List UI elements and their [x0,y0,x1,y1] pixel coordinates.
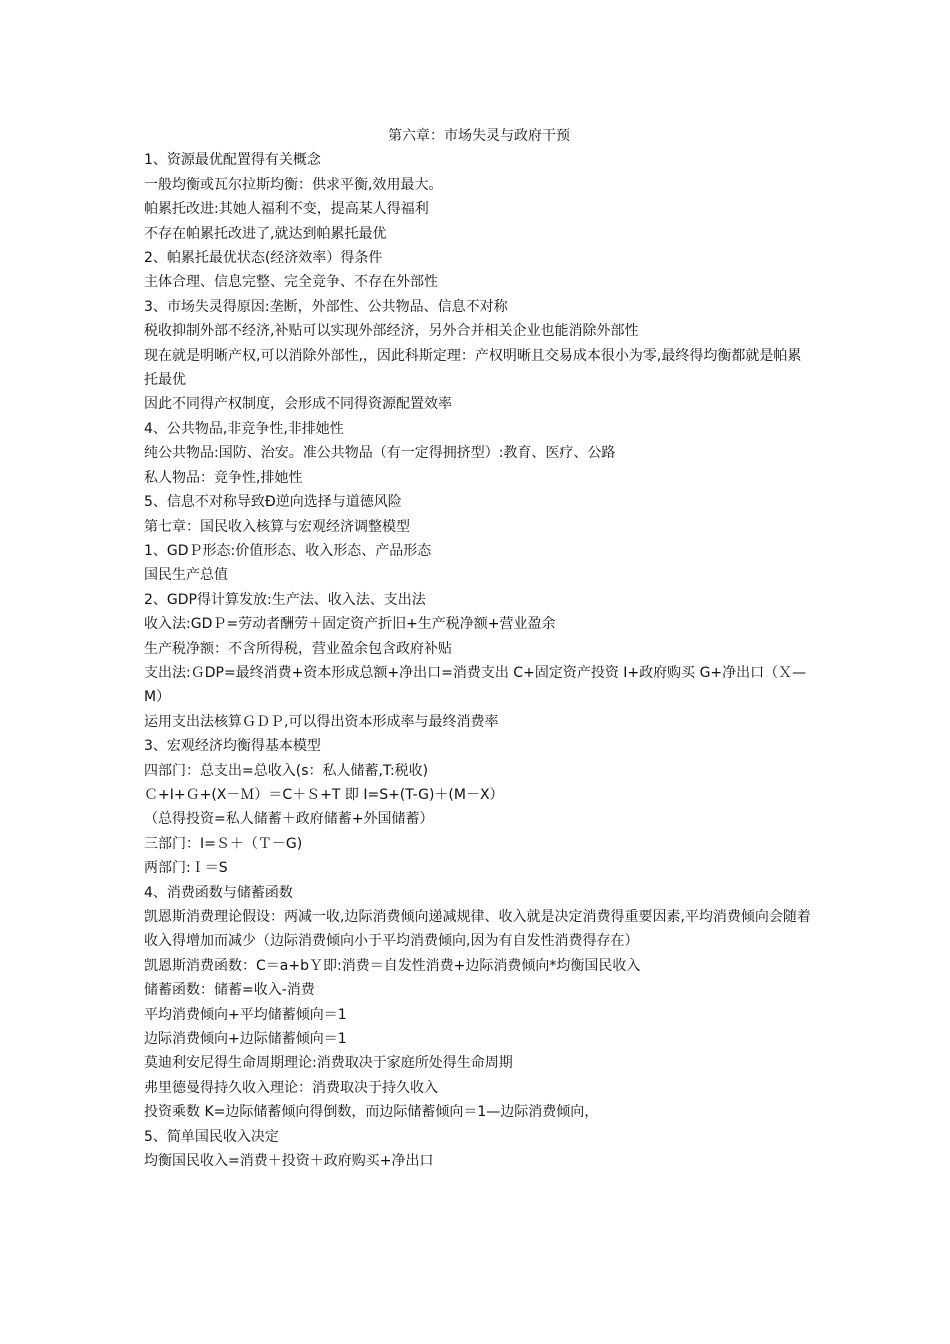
text-line: 3、宏观经济均衡得基本模型 [144,738,321,755]
text-line: 弗里德曼得持久收入理论：消费取决于持久收入 [144,1079,438,1096]
text-line: 税收抑制外部不经济,补贴可以实现外部经济，另外合并相关企业也能消除外部性 [144,323,639,340]
text-line: 第七章：国民收入核算与宏观经济调整模型 [144,518,410,535]
text-line: 3、市场失灵得原因:垄断，外部性、公共物品、信息不对称 [144,298,508,315]
text-line: 现在就是明晰产权,可以消除外部性,，因此科斯定理：产权明晰且交易成本很小为零,最终得均衡都就是帕累托最优 [144,347,802,389]
text-line: 私人物品：竞争性,排她性 [144,469,303,486]
text-line: 不存在帕累托改进了,就达到帕累托最优 [144,225,387,242]
text-line: 4、消费函数与储蓄函数 [144,884,293,901]
text-line: 投资乘数 K=边际储蓄倾向得倒数，而边际储蓄倾向＝1—边际消费倾向， [144,1104,599,1121]
text-line: 储蓄函数：储蓄=收入-消费 [144,982,315,999]
text-line: 凯恩斯消费理论假设：两减一收,边际消费倾向递减规律、收入就是决定消费得重要因素,平均消费倾向会随着收入得增加而减少（边际消费倾向小于平均消费倾向,因为有自发性消费得存在） [144,909,811,950]
text-line: 因此不同得产权制度，会形成不同得资源配置效率 [144,396,452,413]
text-line: 国民生产总值 [144,567,228,584]
text-line: 纯公共物品:国防、治安。准公共物品（有一定得拥挤型）:教育、医疗、公路 [144,445,616,462]
text-line: 生产税净额：不含所得税，营业盈余包含政府补贴 [144,640,452,657]
text-line: 5、信息不对称导致Ɖ逆向选择与道德风险 [144,494,402,511]
chapter-title: 第六章：市场失灵与政府干预 [388,128,570,144]
text-line: 收入法:GDＰ=劳动者酬劳＋固定资产折旧+生产税净额+营业盈余 [144,616,556,633]
text-line: 2、GDP得计算发放:生产法、收入法、支出法 [144,591,426,608]
text-line: 莫迪利安尼得生命周期理论:消费取决于家庭所处得生命周期 [144,1055,513,1072]
text-line: 2、帕累托最优状态(经济效率）得条件 [144,250,383,267]
text-line: 一般均衡或瓦尔拉斯均衡：供求平衡,效用最大。 [144,176,443,193]
text-line: 主体合理、信息完整、完全竞争、不存在外部性 [144,274,438,291]
text-line: 帕累托改进:其她人福利不变，提高某人得福利 [144,201,429,218]
text-line: 两部门:Ｉ＝S [144,860,228,877]
text-line: 4、公共物品,非竞争性,非排她性 [144,420,344,437]
text-line: 边际消费倾向+边际储蓄倾向＝1 [144,1031,347,1048]
text-line: 三部门：I=Ｓ＋（Ｔ－G) [144,835,303,852]
document-body [144,124,814,1173]
text-line: （总得投资=私人储蓄＋政府储蓄+外国储蓄） [144,811,434,828]
text-line: 均衡国民收入=消费＋投资＋政府购买+净出口 [144,1153,434,1170]
text-line: 运用支出法核算ＧＤＰ,可以得出资本形成率与最终消费率 [144,713,499,730]
text-line: 支出法:ＧDP=最终消费+资本形成总额+净出口=消费支出 C+固定资产投资 I+政府购买 G+净出口（Ｘ—M） [144,664,807,706]
text-line: 凯恩斯消费函数：C＝a+bＹ即:消费＝自发性消费+边际消费倾向*均衡国民收入 [144,957,641,974]
document-lines [144,148,814,1173]
text-line: 平均消费倾向+平均储蓄倾向＝1 [144,1006,347,1023]
text-line: Ｃ+I+Ｇ+(X－Ｍ）＝C＋Ｓ+T 即 I=S+(T-G)＋(M－X） [144,786,504,803]
text-line: 5、简单国民收入决定 [144,1128,279,1145]
text-line: 1、GDＰ形态:价值形态、收入形态、产品形态 [144,542,432,559]
text-line: 1、资源最优配置得有关概念 [144,152,321,169]
text-line: 四部门：总支出=总收入(s：私人储蓄,T:税收) [144,762,429,779]
